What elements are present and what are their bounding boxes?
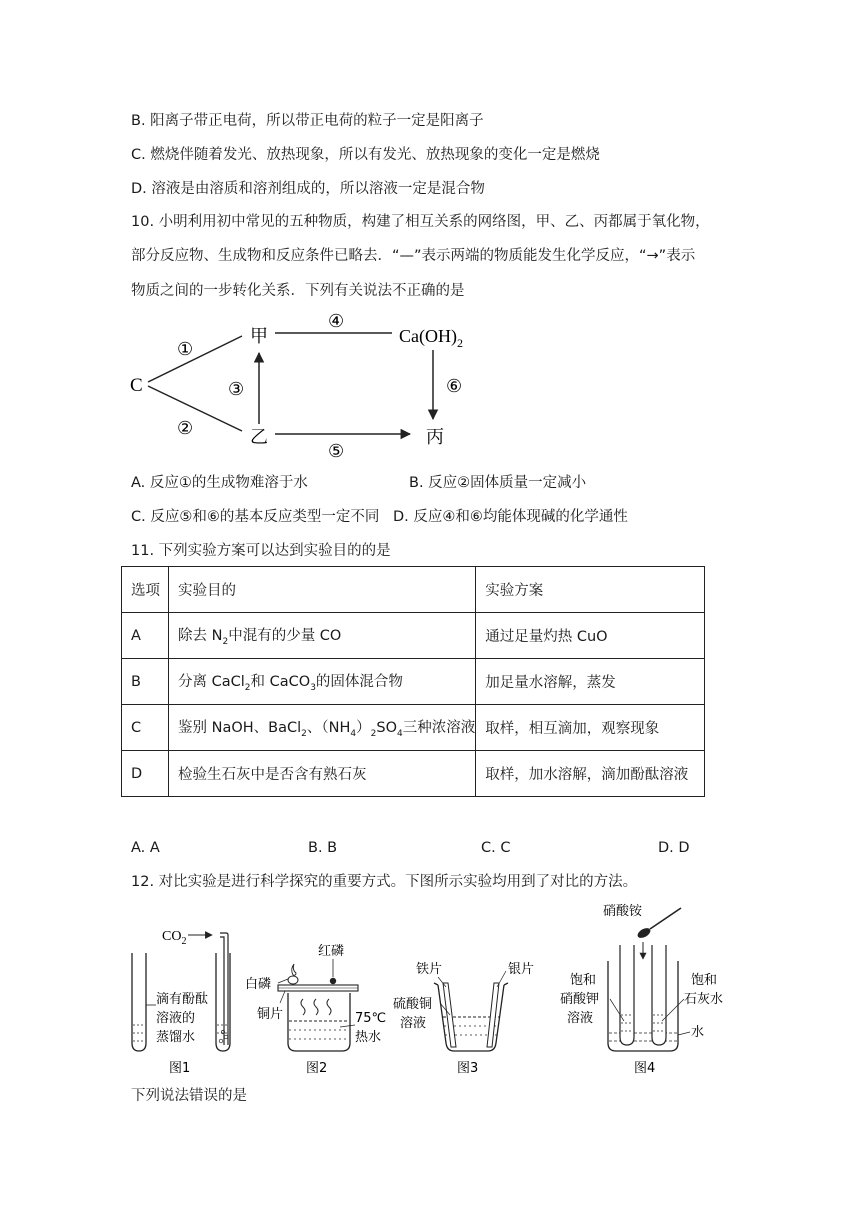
fig4-limewater-label-line2: 石灰水 bbox=[684, 992, 724, 1007]
q11-option-b: B. B bbox=[308, 840, 338, 856]
cell-option: A bbox=[122, 613, 169, 659]
node-caoh2: $Ca(OH)_2$ bbox=[399, 326, 463, 350]
cell-method: 取样，相互滴加，观察现象 bbox=[476, 705, 705, 751]
table-header-row bbox=[122, 567, 705, 613]
label-reaction-2: ② bbox=[177, 418, 194, 439]
fig4-nh4no3-label: 硝酸铵 bbox=[603, 904, 643, 919]
fig3-caption: 图3 bbox=[457, 1061, 479, 1076]
cell-method: 加足量水溶解，蒸发 bbox=[476, 659, 705, 705]
header-method: 实验方案 bbox=[476, 567, 705, 613]
fig3-iron-label: 铁片 bbox=[416, 962, 443, 977]
node-bing: 丙 bbox=[426, 427, 444, 448]
q10-stem-line1: 10. 小明利用初中常见的五种物质，构建了相互关系的网络图，甲、乙、丙都属于氧化物， bbox=[131, 214, 710, 230]
q10-network-diagram bbox=[120, 300, 500, 465]
q10-option-b: B. 反应②固体质量一定减小 bbox=[409, 475, 587, 491]
node-c: C bbox=[130, 375, 143, 396]
header-purpose: 实验目的 bbox=[169, 567, 476, 613]
q12-followup: 下列说法错误的是 bbox=[131, 1088, 247, 1104]
q10-stem-line3: 物质之间的一步转化关系．下列有关说法不正确的是 bbox=[131, 283, 465, 299]
cell-purpose: 除去 $N_2$中混有的少量 CO bbox=[169, 613, 476, 659]
figure-1 bbox=[132, 929, 230, 1076]
fig2-copper-label: 铜片 bbox=[257, 1007, 284, 1022]
cell-purpose: 检验生石灰中是否含有熟石灰 bbox=[169, 751, 476, 797]
fig2-hot-water-label: 热水 bbox=[355, 1030, 382, 1045]
q9-option-b: B. 阳离子带正电荷，所以带正电荷的粒子一定是阳离子 bbox=[131, 113, 484, 129]
q10-option-c: C. 反应⑤和⑥的基本反应类型一定不同 bbox=[131, 509, 380, 525]
cell-option: C bbox=[122, 705, 169, 751]
cell-method: 取样，加水溶解，滴加酚酞溶液 bbox=[476, 751, 705, 797]
table-row bbox=[122, 705, 705, 751]
figure-2 bbox=[245, 943, 386, 1076]
header-option: 选项 bbox=[122, 567, 169, 613]
q12-experiment-figures bbox=[120, 895, 740, 1080]
q10-stem-line2: 部分反应物、生成物和反应条件已略去．“—”表示两端的物质能发生化学反应，“→”表示 bbox=[131, 248, 696, 264]
cell-purpose: 分离 CaCl$_2$和 CaCO$_3$的固体混合物 bbox=[169, 659, 476, 705]
q11-option-a: A. A bbox=[131, 840, 160, 856]
q11-option-c: C. C bbox=[481, 840, 511, 856]
fig2-white-p-label: 白磷 bbox=[245, 977, 272, 992]
fig3-cuso4-label-line2: 溶液 bbox=[400, 1016, 427, 1031]
label-reaction-1: ① bbox=[177, 339, 194, 360]
fig1-label-line2: 溶液的 bbox=[156, 1011, 196, 1026]
fig2-red-p-label: 红磷 bbox=[318, 944, 345, 959]
cell-option: B bbox=[122, 659, 169, 705]
fig1-label-line3: 蒸馏水 bbox=[156, 1030, 196, 1045]
edge-c-jia bbox=[148, 336, 242, 382]
q10-option-d: D. 反应④和⑥均能体现碱的化学通性 bbox=[393, 509, 628, 525]
q9-option-c: C. 燃烧伴随着发光、放热现象，所以有发光、放热现象的变化一定是燃烧 bbox=[131, 147, 600, 163]
fig1-label-line1: 滴有酚酞 bbox=[156, 992, 209, 1007]
q11-stem: 11. 下列实验方案可以达到实验目的的是 bbox=[131, 543, 391, 559]
figure-4 bbox=[560, 903, 723, 1076]
fig4-kno3-label-line1: 饱和 bbox=[570, 973, 597, 988]
fig4-caption: 图4 bbox=[634, 1061, 656, 1076]
fig2-caption: 图2 bbox=[306, 1061, 328, 1076]
fig3-cuso4-label-line1: 硫酸铜 bbox=[393, 997, 433, 1012]
fig4-limewater-label-line1: 饱和 bbox=[691, 973, 718, 988]
cell-option: D bbox=[122, 751, 169, 797]
label-reaction-6: ⑥ bbox=[446, 376, 463, 397]
fig4-water-label: 水 bbox=[691, 1025, 705, 1040]
table-row bbox=[122, 613, 705, 659]
label-reaction-5: ⑤ bbox=[328, 441, 345, 462]
table-row bbox=[122, 751, 705, 797]
q11-option-d: D. D bbox=[658, 840, 690, 856]
cell-method: 通过足量灼热 CuO bbox=[476, 613, 705, 659]
fig4-kno3-label-line2: 硝酸钾 bbox=[560, 992, 600, 1007]
fig3-silver-label: 银片 bbox=[508, 962, 535, 977]
q11-table bbox=[121, 566, 705, 797]
table-row bbox=[122, 659, 705, 705]
figure-3 bbox=[393, 961, 534, 1076]
q10-options-row2 bbox=[131, 507, 831, 527]
fig1-caption: 图1 bbox=[169, 1061, 191, 1076]
cell-purpose: 鉴别 NaOH、BaCl$_2$、$(NH_4)_2SO_4$三种浓溶液 bbox=[169, 705, 476, 751]
label-reaction-3: ③ bbox=[228, 379, 245, 400]
fig1-co2-label: $CO_2$ bbox=[162, 929, 187, 947]
q12-stem: 12. 对比实验是进行科学探究的重要方式。下图所示实验均用到了对比的方法。 bbox=[131, 874, 638, 890]
label-reaction-4: ④ bbox=[328, 311, 345, 332]
q10-options-row1 bbox=[131, 473, 831, 493]
fig2-temp-label: 75℃ bbox=[355, 1011, 387, 1026]
q10-option-a: A. 反应①的生成物难溶于水 bbox=[131, 475, 308, 491]
node-yi: 乙 bbox=[250, 427, 268, 448]
q9-option-d: D. 溶液是由溶质和溶剂组成的，所以溶液一定是混合物 bbox=[131, 181, 485, 197]
q11-options-row bbox=[131, 838, 831, 858]
node-jia: 甲 bbox=[250, 326, 268, 347]
fig4-kno3-label-line3: 溶液 bbox=[567, 1011, 594, 1026]
